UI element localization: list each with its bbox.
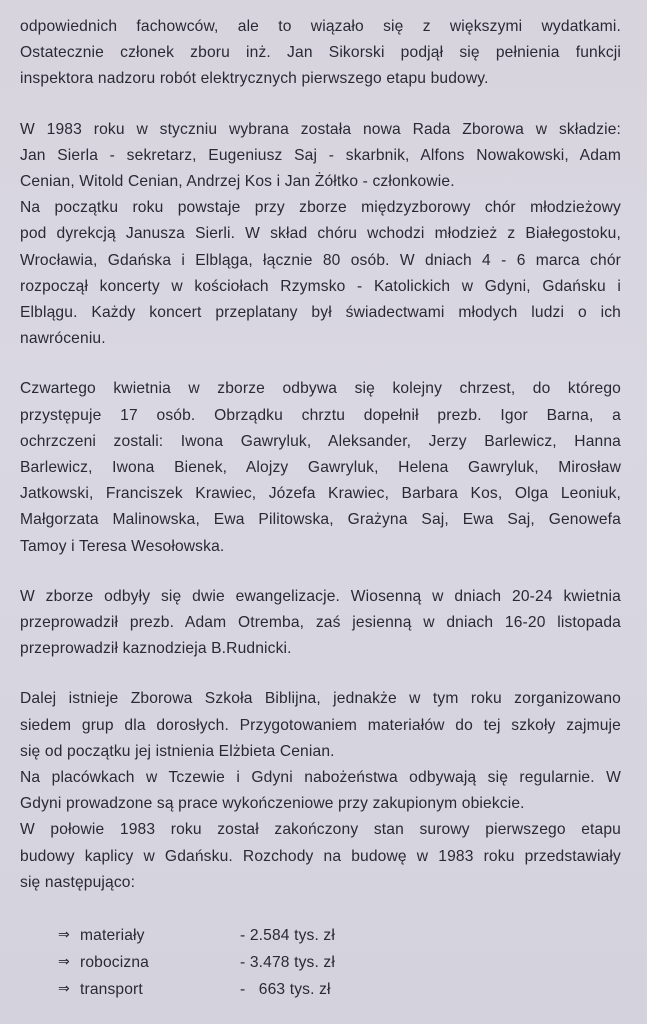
cost-label: materiały: [80, 927, 145, 945]
text-line: inspektora nadzoru robót elektrycznych pierwszego etapu budowy.: [20, 70, 489, 88]
arrow-right-icon: ⇒: [58, 954, 70, 971]
text-line: przeprowadził kaznodzieja B.Rudnicki.: [20, 640, 292, 658]
text-line: przystępuje 17 osób. Obrządku chrztu dopełnił prezb. Igor Barna, a: [20, 406, 621, 424]
paragraph-bible-school-and-construction: [20, 686, 621, 896]
text-line: Jan Sierla - sekretarz, Eugeniusz Saj - skarbnik, Alfons Nowakowski, Adam: [20, 146, 621, 164]
paragraph-council-and-choir: [20, 117, 621, 353]
cost-label: robocizna: [80, 954, 149, 972]
text-line: się następująco:: [20, 873, 136, 891]
text-line: Na początku roku powstaje przy zborze międzyzborowy chór młodzieżowy: [20, 199, 621, 217]
cost-label: transport: [80, 981, 143, 999]
text-line: pod dyrekcją Janusza Sierli. W skład chóru wchodzi młodzież z Białegostoku,: [20, 225, 621, 243]
text-line: Cenian, Witold Cenian, Andrzej Kos i Jan Żółtko - członkowie.: [20, 173, 455, 191]
text-line: W 1983 roku w styczniu wybrana została nowa Rada Zborowa w składzie:: [20, 120, 621, 138]
text-line: Tamoy i Teresa Wesołowska.: [20, 537, 225, 555]
cost-row-labor: [58, 949, 621, 976]
paragraph-evangelization: [20, 584, 621, 663]
paragraph-baptism: [20, 376, 621, 559]
text-line: Małgorzata Malinowska, Ewa Pilitowska, Grażyna Saj, Ewa Saj, Genowefa: [20, 511, 621, 529]
text-line: Jatkowski, Franciszek Krawiec, Józefa Krawiec, Barbara Kos, Olga Leoniuk,: [20, 485, 621, 503]
text-line: Na placówkach w Tczewie i Gdyni nabożeństwa odbywają się regularnie. W: [20, 769, 621, 787]
cost-list: [20, 922, 621, 1003]
text-line: Dalej istnieje Zborowa Szkoła Biblijna, jednakże w tym roku zorganizowano: [20, 690, 621, 708]
arrow-right-icon: ⇒: [58, 981, 70, 998]
text-line: przeprowadził prezb. Adam Otremba, zaś jesienną w dniach 16-20 listopada: [20, 614, 621, 632]
text-line: siedem grup dla dorosłych. Przygotowaniem materiałów do tej szkoły zajmuje: [20, 716, 621, 734]
text-line: rozpoczął koncerty w kościołach Rzymsko - Katolickich w Gdyni, Gdańsku i: [20, 277, 621, 295]
text-line: Barlewicz, Iwona Bienek, Alojzy Gawryluk, Helena Gawryluk, Mirosław: [20, 459, 621, 477]
cost-value: - 3.478 tys. zł: [240, 954, 335, 972]
text-line: budowy kaplicy w Gdańsku. Rozchody na budowę w 1983 roku przedstawiały: [20, 847, 621, 865]
text-line: nawróceniu.: [20, 330, 106, 348]
text-line: Ostatecznie członek zboru inż. Jan Sikorski podjął się pełnienia funkcji: [20, 44, 621, 62]
cost-value: - 2.584 tys. zł: [240, 927, 335, 945]
text-line: się od początku jej istnienia Elżbieta Cenian.: [20, 742, 335, 760]
text-line: Elblągu. Każdy koncert przeplatany był świadectwami młodych ludzi o ich: [20, 304, 621, 322]
text-line: W połowie 1983 roku został zakończony stan surowy pierwszego etapu: [20, 821, 621, 839]
cost-row-materials: [58, 922, 621, 949]
text-line: ochrzczeni zostali: Iwona Gawryluk, Aleksander, Jerzy Barlewicz, Hanna: [20, 432, 621, 450]
arrow-right-icon: ⇒: [58, 927, 70, 944]
text-line: odpowiednich fachowców, ale to wiązało się z większymi wydatkami.: [20, 18, 621, 35]
text-line: Gdyni prowadzone są prace wykończeniowe przy zakupionym obiekcie.: [20, 795, 525, 813]
text-line: Wrocławia, Gdańska i Elbląga, łącznie 80 osób. W dniach 4 - 6 marca chór: [20, 251, 621, 269]
cost-row-transport: [58, 976, 621, 1003]
cost-value: - 663 tys. zł: [240, 981, 331, 999]
text-line: Czwartego kwietnia w zborze odbywa się kolejny chrzest, do którego: [20, 380, 621, 398]
text-line: W zborze odbyły się dwie ewangelizacje. Wiosenną w dniach 20-24 kwietnia: [20, 587, 621, 605]
paragraph-electrical-inspector: [20, 14, 621, 93]
